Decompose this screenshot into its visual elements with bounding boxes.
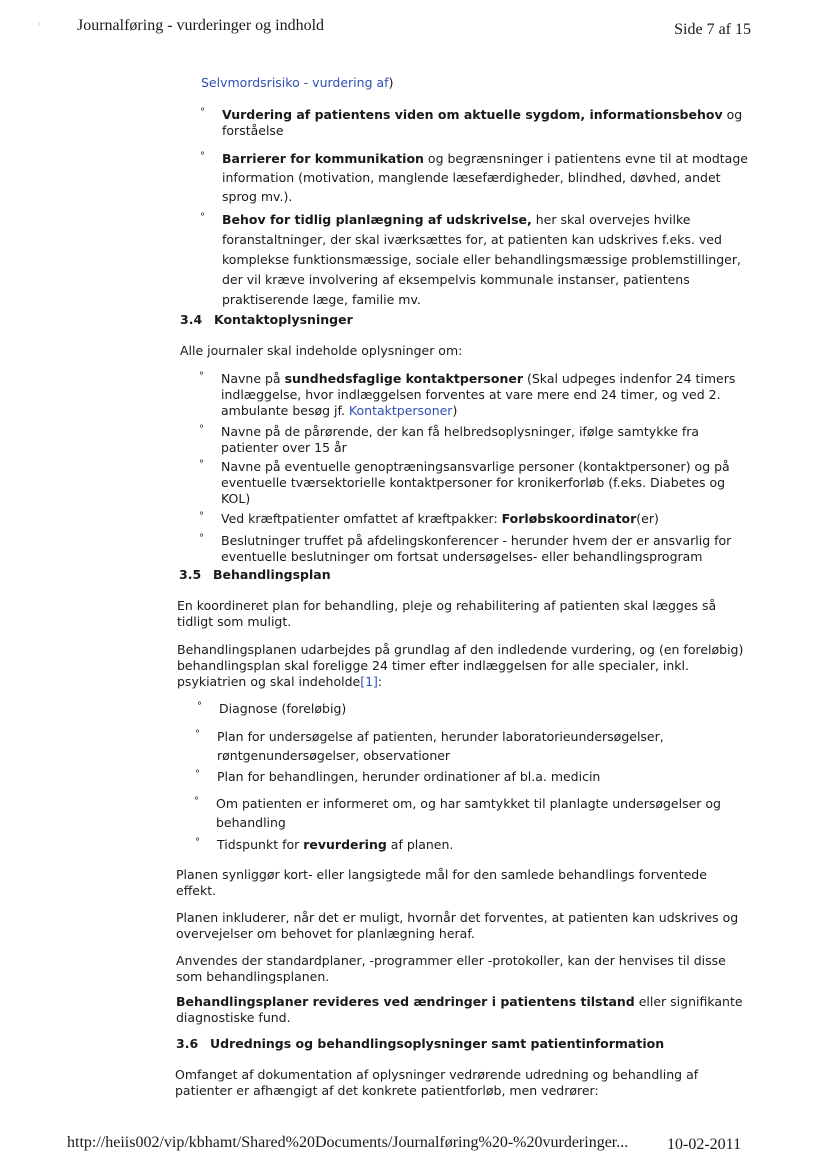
footnote-link[interactable]: [1] bbox=[360, 674, 378, 689]
paragraph: Behandlingsplanen udarbejdes på grundlag af den indledende vurdering, og (en foreløbig) behandlingsplan skal foreligge 24 timer efter indlæggelsen for alle specialer, inkl. psykiatrien og skal indeholde[1]: bbox=[177, 642, 744, 689]
bullet-icon: ° bbox=[199, 533, 204, 544]
suicide-risk-link[interactable]: Selvmordsrisiko - vurdering af bbox=[201, 75, 389, 90]
list-item: ° Om patienten er informeret om, og har samtykket til planlagte undersøgelser og behandling bbox=[216, 794, 721, 832]
bullet-icon: ° bbox=[199, 511, 204, 522]
footer-url: http://heiis002/vip/kbhamt/Shared%20Documents/Journalføring%20-%20vurderinger... bbox=[67, 1134, 629, 1151]
list-item: ° Plan for undersøgelse af patienten, herunder laboratorieundersøgelser, røntgenundersøgelser, observationer bbox=[217, 727, 664, 765]
paragraph: Anvendes der standardplaner, -programmer eller -protokoller, kan der henvises til disse som behandlingsplanen. bbox=[176, 953, 726, 984]
list-item: ° Diagnose (foreløbig) bbox=[197, 701, 347, 716]
bullet-icon: ° bbox=[199, 459, 204, 470]
section-heading-3-4: 3.4 Kontaktoplysninger bbox=[180, 312, 353, 327]
paragraph: Behandlingsplaner revideres ved ændringer i patientens tilstand eller signifikante diagnostiske fund. bbox=[176, 994, 743, 1025]
paragraph: Alle journaler skal indeholde oplysninger om: bbox=[180, 343, 463, 358]
margin-dot: · bbox=[38, 20, 41, 29]
list-item: ° Navne på eventuelle genoptræningsansvarlige personer (kontaktpersoner) og på eventuelle tværsektorielle kontaktpersoner for kronikerforløb (f.eks. Diabetes og KOL) bbox=[199, 459, 730, 506]
bullet-icon: ° bbox=[197, 701, 202, 712]
bullet-icon: ° bbox=[195, 769, 200, 780]
bullet-icon: ° bbox=[195, 729, 200, 740]
bullet-icon: ° bbox=[199, 424, 204, 435]
bullet-icon: ° bbox=[199, 371, 204, 382]
section-heading-3-5: 3.5 Behandlingsplan bbox=[179, 567, 331, 582]
header-title: Journalføring - vurderinger og indhold bbox=[77, 17, 325, 34]
bullet-icon: ° bbox=[200, 212, 205, 223]
section-heading-3-6: 3.6 Udrednings og behandlingsoplysninger samt patientinformation bbox=[176, 1036, 665, 1051]
paragraph: Planen inkluderer, når det er muligt, hvornår det forventes, at patienten kan udskrives og overvejelser om behovet for planlægning heraf. bbox=[176, 910, 739, 941]
paragraph: Planen synliggør kort- eller langsigtede mål for den samlede behandlings forventede effekt. bbox=[176, 867, 707, 898]
bullet-icon: ° bbox=[200, 151, 205, 162]
list-item: ° Plan for behandlingen, herunder ordinationer af bl.a. medicin bbox=[195, 769, 601, 784]
list-item: ° Beslutninger truffet på afdelingskonferencer - herunder hvem der er ansvarlig for eventuelle beslutninger om fortsat undersøgelses- eller behandlingsprogram bbox=[199, 533, 732, 564]
list-item: ° Ved kræftpatienter omfattet af kræftpakker: Forløbskoordinator(er) bbox=[199, 511, 659, 526]
list-item: ° Navne på de pårørende, der kan få helbredsoplysninger, ifølge samtykke fra patienter over 15 år bbox=[199, 424, 700, 455]
list-item: ° Tidspunkt for revurdering af planen. bbox=[195, 837, 454, 852]
contact-persons-link[interactable]: Kontaktpersoner bbox=[348, 403, 453, 418]
paragraph: En koordineret plan for behandling, pleje og rehabilitering af patienten skal lægges så tidligt som muligt. bbox=[177, 598, 717, 629]
paragraph: Omfanget af dokumentation af oplysninger vedrørende udredning og behandling af patienter er afhængigt af det konkrete patientforløb, men vedrører: bbox=[175, 1067, 699, 1098]
bullet-icon: ° bbox=[200, 107, 205, 118]
page-number: Side 7 af 15 bbox=[674, 21, 751, 38]
list-item: ° Vurdering af patientens viden om aktuelle sygdom, informationsbehov og forståelse bbox=[200, 107, 743, 138]
list-item: ° Navne på sundhedsfaglige kontaktpersoner (Skal udpeges indenfor 24 timers indlæggelse, hvor indlæggelsen forventes at vare mere end 24 timer, og ved 2. ambulante besøg jf. Kontaktpersoner) bbox=[199, 371, 736, 418]
bullet-icon: ° bbox=[195, 837, 200, 848]
bullet-icon: ° bbox=[194, 796, 199, 807]
top-line: Selvmordsrisiko - vurdering af) bbox=[201, 75, 394, 90]
list-item: ° Barrierer for kommunikation og begrænsninger i patientens evne til at modtage information (motivation, manglende læsefærdigheder, blindhed, døvhed, andet sprog mv.). bbox=[222, 149, 748, 206]
list-item: ° Behov for tidlig planlægning af udskrivelse, her skal overvejes hvilke foranstaltninger, der skal iværksættes for, at patienten kan udskrives f.eks. ved komplekse funktionsmæssige, sociale eller behandlingsmæssige problemstillinger, der vil kræve involvering af eksempelvis kommunale instanser, patientens praktiserende læge, familie mv. bbox=[222, 210, 741, 310]
footer-date: 10-02-2011 bbox=[667, 1136, 742, 1153]
